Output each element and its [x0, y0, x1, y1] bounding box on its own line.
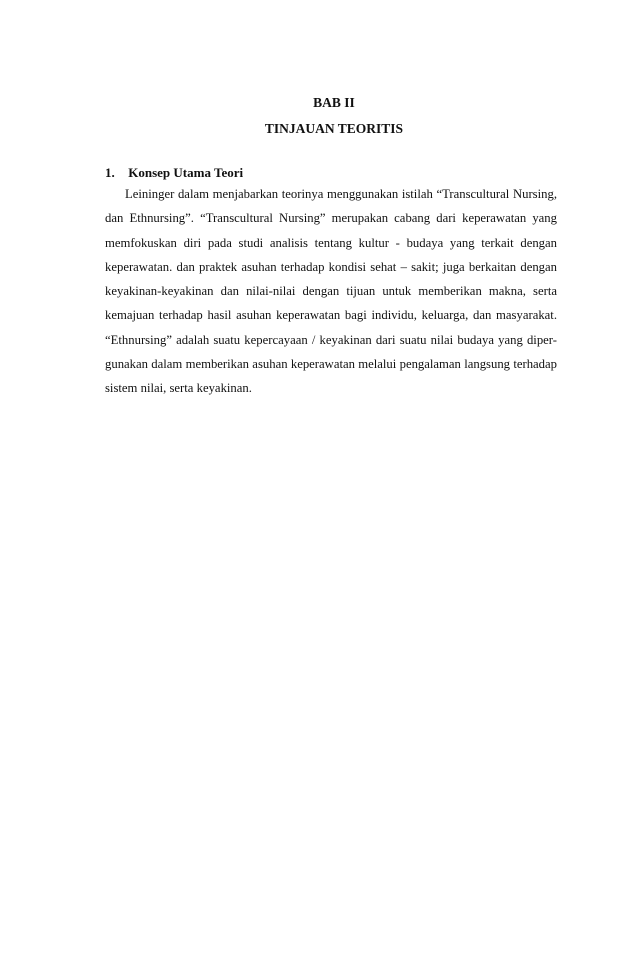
- section-number: 1.: [105, 165, 115, 180]
- body-text: [105, 182, 557, 400]
- chapter-number: BAB II: [313, 95, 355, 110]
- paragraph: Leininger dalam menjabarkan teorinya menggunakan istilah “Transcultural Nursing, dan Ethnursing”. “Transcultural Nursing” merupakan cabang dari keperawatan yang memfokuskan diri pada studi analisis tentang kultur - budaya yang terkait dengan keperawatan. dan praktek asuhan terhadap kondisi sehat – sakit; juga berkaitan dengan keyakinan-keyakinan dan nilai-nilai dengan tijuan untuk memberikan makna, serta kemajuan terhadap hasil asuhan keperawatan bagi individu, keluarga, dan masyarakat. “Ethnursing” adalah suatu kepercayaan / keyakinan dari suatu nilai budaya yang diper-gunakan dalam memberikan asuhan keperawatan melalui pengalaman langsung terhadap sistem nilai, serta keyakinan.: [105, 187, 557, 395]
- section-heading: [105, 165, 243, 181]
- section-title: Konsep Utama Teori: [128, 165, 244, 180]
- chapter-title: TINJAUAN TEORITIS: [264, 121, 404, 136]
